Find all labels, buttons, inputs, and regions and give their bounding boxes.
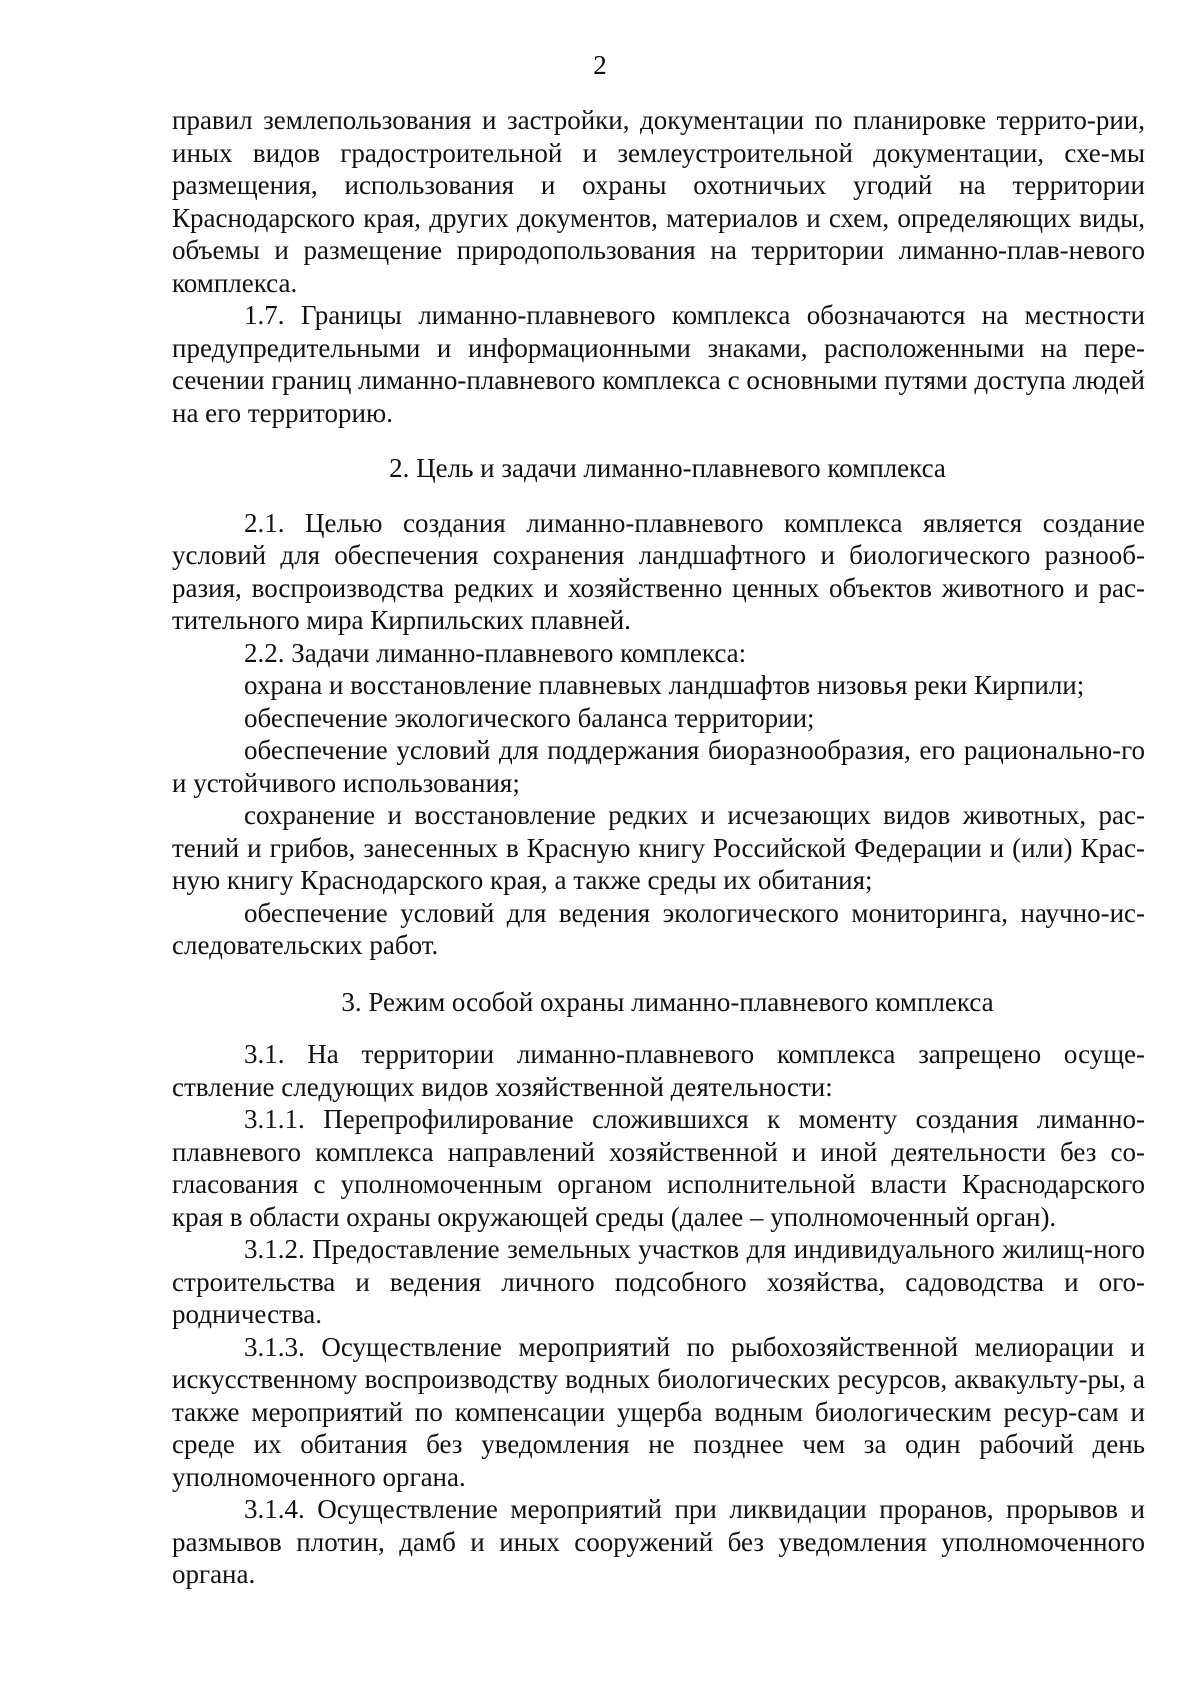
page-number: 2: [593, 50, 607, 80]
task-item: обеспечение экологического баланса территории;: [244, 702, 815, 733]
paragraph-2-1: 2.1. Целью создания лиманно-плавневого комплекса является создание условий для обеспечения сохранения ландшафтного и биологического разнооб-разия, воспроизводства редких и хозяйственно ценных объектов животного и рас-тительного мира Кирпильских плавней.: [172, 507, 1145, 635]
task-item: обеспечение условий для ведения экологического мониторинга, научно-ис-следовательских работ.: [172, 897, 1145, 960]
section-heading-3: 3. Режим особой охраны лиманно-плавневого комплекса: [341, 986, 994, 1017]
document-body: [172, 104, 1145, 1591]
paragraph-1-7: 1.7. Границы лиманно-плавневого комплекса обозначаются на местности предупредительными и информационными знаками, расположенными на пере-сечении границ лиманно-плавневого комплекса с основными путями доступа людей на его территорию.: [172, 300, 1145, 428]
paragraph-3-1-1: 3.1.1. Перепрофилирование сложившихся к моменту создания лиманно-плавневого комплекса направлений хозяйственной и иной деятельности без со-гласования с уполномоченным органом исполнительной власти Краснодарского края в области охраны окружающей среды (далее – уполномоченный орган).: [172, 1104, 1145, 1232]
paragraph-3-1-3: 3.1.3. Осуществление мероприятий по рыбохозяйственной мелиорации и искусственному воспроизводству водных биологических ресурсов, аквакульту-ры, а также мероприятий по компенсации ущерба водным биологическим ресур-сам и среде их обитания без уведомления не позднее чем за один рабочий день уполномоченного органа.: [172, 1331, 1145, 1492]
section-heading-2: 2. Цель и задачи лиманно-плавневого комплекса: [389, 453, 946, 483]
paragraph-3-1-2: 3.1.2. Предоставление земельных участков для индивидуального жилищ-ного строительства и ведения личного подсобного хозяйства, садоводства и ого-родничества.: [172, 1234, 1145, 1329]
task-item: сохранение и восстановление редких и исчезающих видов животных, рас-тений и грибов, занесенных в Красную книгу Российской Федерации и (или) Крас-ную книгу Краснодарского края, а также среды их обитания;: [172, 800, 1145, 895]
task-item: охрана и восстановление плавневых ландшафтов низовья реки Кирпили;: [244, 670, 1085, 700]
paragraph-3-1-4: 3.1.4. Осуществление мероприятий при ликвидации проранов, прорывов и размывов плотин, дамб и иных сооружений без уведомления уполномоченного органа.: [172, 1494, 1145, 1589]
paragraph-3-1: 3.1. На территории лиманно-плавневого комплекса запрещено осуще-ствление следующих видов хозяйственной деятельности:: [172, 1039, 1145, 1102]
paragraph-2-2: 2.2. Задачи лиманно-плавневого комплекса:: [244, 637, 747, 668]
paragraph-continuation: правил землепользования и застройки, документации по планировке террито-рии, иных видов градостроительной и землеустроительной документации, схе-мы размещения, использования и охраны охотничьих угодий на территории Краснодарского края, других документов, материалов и схем, определяющих виды, объемы и размещение природопользования на территории лиманно-плав-невого комплекса.: [172, 105, 1145, 298]
task-item: обеспечение условий для поддержания биоразнообразия, его рационально-го и устойчивого использования;: [172, 735, 1145, 798]
